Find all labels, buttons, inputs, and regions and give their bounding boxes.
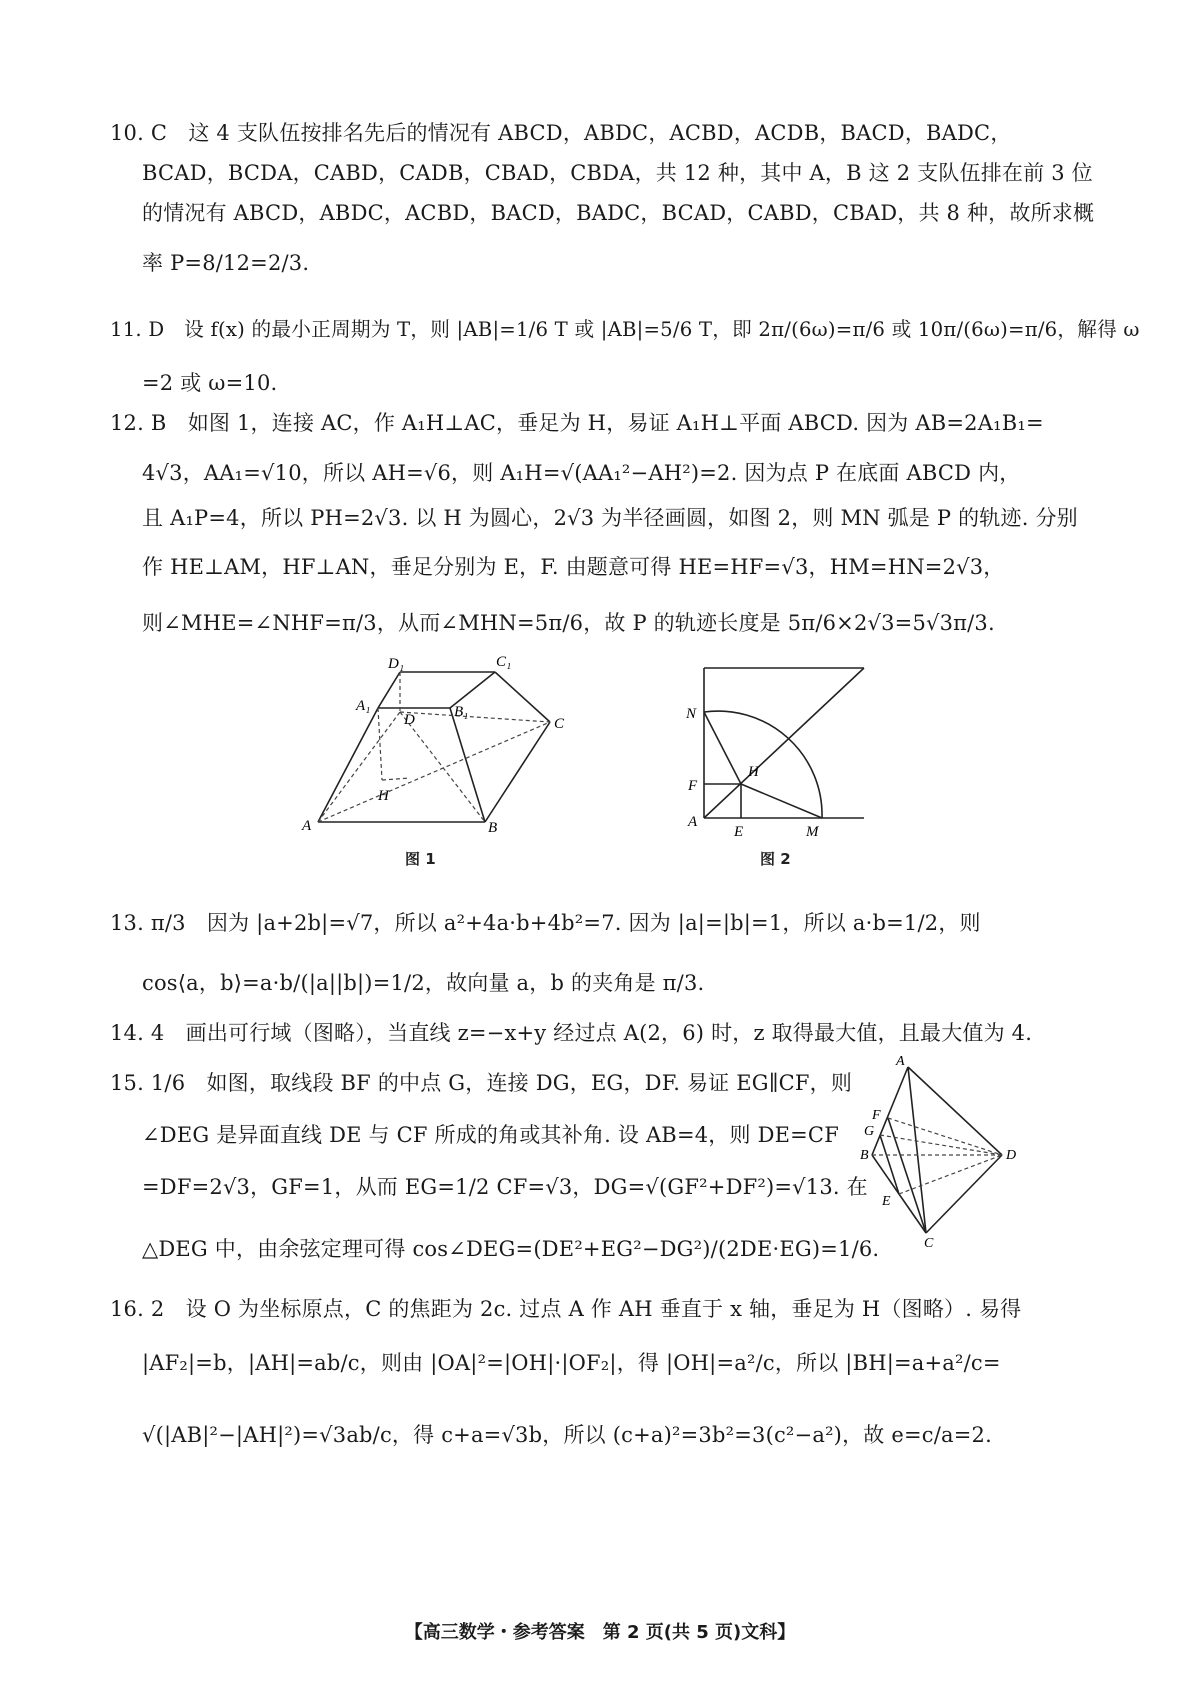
label-B: B bbox=[488, 820, 498, 836]
label-F: F bbox=[872, 1108, 881, 1123]
label-H: H bbox=[748, 764, 759, 780]
figure-1-frustum bbox=[300, 650, 600, 840]
text-line: ∠DEG 是异面直线 DE 与 CF 所成的角或其补角. 设 AB=4，则 DE=CF bbox=[142, 1123, 839, 1147]
label-M: M bbox=[806, 824, 819, 840]
text-line: △DEG 中，由余弦定理可得 cos∠DEG=(DE²+EG²−DG²)/(2DE·EG)=1/6. bbox=[142, 1237, 880, 1261]
text-line: 13. π/3 因为 |a+2b|=√7，所以 a²+4a·b+4b²=7. 因为 |a|=|b|=1，所以 a·b=1/2，则 bbox=[110, 911, 981, 935]
page-footer: 【高三数学・参考答案 第 2 页(共 5 页)文科】 bbox=[404, 1622, 796, 1643]
text-line: 率 P=8/12=2/3. bbox=[142, 251, 310, 275]
figure-3-tetrahedron bbox=[862, 1055, 1027, 1250]
label-B1: B₁ bbox=[454, 704, 469, 720]
label-B: B bbox=[860, 1148, 869, 1163]
figure-1-caption: 图 1 bbox=[405, 850, 436, 868]
label-E: E bbox=[734, 824, 744, 840]
label-G: G bbox=[864, 1124, 875, 1139]
text-line: √(|AB|²−|AH|²)=√3ab/c，得 c+a=√3b，所以 (c+a)²=3b²=3(c²−a²)，故 e=c/a=2. bbox=[142, 1423, 992, 1447]
label-A: A bbox=[896, 1054, 905, 1069]
text-line: 14. 4 画出可行域（图略），当直线 z=−x+y 经过点 A(2，6) 时，z 取得最大值，且最大值为 4. bbox=[110, 1021, 1033, 1045]
label-N: N bbox=[686, 706, 697, 722]
text-line: 16. 2 设 O 为坐标原点，C 的焦距为 2c. 过点 A 作 AH 垂直于 x 轴，垂足为 H（图略）. 易得 bbox=[110, 1297, 1022, 1321]
text-line: 10. C 这 4 支队伍按排名先后的情况有 ABCD，ABDC，ACBD，ACDB，BACD，BADC， bbox=[110, 121, 1012, 145]
text-line: =DF=2√3，GF=1，从而 EG=1/2 CF=√3，DG=√(GF²+DF²)=√13. 在 bbox=[142, 1175, 868, 1199]
label-E: E bbox=[882, 1194, 891, 1209]
text-line: 15. 1/6 如图，取线段 BF 的中点 G，连接 DG，EG，DF. 易证 EG∥CF，则 bbox=[110, 1071, 853, 1095]
text-line: 且 A₁P=4，所以 PH=2√3. 以 H 为圆心，2√3 为半径画圆，如图 2，则 MN 弧是 P 的轨迹. 分别 bbox=[142, 506, 1078, 530]
figure-2-caption: 图 2 bbox=[760, 850, 791, 868]
text-line: =2 或 ω=10. bbox=[142, 371, 278, 395]
text-line: 的情况有 ABCD，ABDC，ACBD，BACD，BADC，BCAD，CABD，CBAD，共 8 种，故所求概 bbox=[142, 201, 1095, 225]
label-C: C bbox=[924, 1236, 934, 1251]
label-D: D bbox=[404, 712, 415, 728]
text-line: 则∠MHE=∠NHF=π/3，从而∠MHN=5π/6，故 P 的轨迹长度是 5π/6×2√3=5√3π/3. bbox=[142, 611, 995, 635]
label-D: D bbox=[1006, 1148, 1017, 1163]
text-line: 12. B 如图 1，连接 AC，作 A₁H⊥AC，垂足为 H，易证 A₁H⊥平面 ABCD. 因为 AB=2A₁B₁= bbox=[110, 411, 1044, 435]
label-F: F bbox=[688, 778, 698, 794]
label-A: A bbox=[302, 818, 312, 834]
label-A1: A₁ bbox=[356, 698, 371, 714]
figure-2-circle-diagram bbox=[682, 660, 872, 840]
label-C: C bbox=[554, 716, 565, 732]
text-line: 11. D 设 f(x) 的最小正周期为 T，则 |AB|=1/6 T 或 |AB|=5/6 T，即 2π/(6ω)=π/6 或 10π/(6ω)=π/6，解得 ω bbox=[110, 318, 1140, 341]
text-line: 4√3，AA₁=√10，所以 AH=√6，则 A₁H=√(AA₁²−AH²)=2. 因为点 P 在底面 ABCD 内， bbox=[142, 461, 1021, 485]
text-line: |AF₂|=b，|AH|=ab/c，则由 |OA|²=|OH|·|OF₂|，得 |OH|=a²/c，所以 |BH|=a+a²/c= bbox=[142, 1351, 1001, 1375]
label-H: H bbox=[378, 788, 389, 804]
text-line: cos⟨a，b⟩=a·b/(|a||b|)=1/2，故向量 a，b 的夹角是 π/3. bbox=[142, 971, 705, 995]
text-line: 作 HE⊥AM，HF⊥AN，垂足分别为 E，F. 由题意可得 HE=HF=√3，HM=HN=2√3， bbox=[142, 555, 1005, 579]
label-D1: D₁ bbox=[388, 656, 405, 672]
text-line: BCAD，BCDA，CABD，CADB，CBAD，CBDA，共 12 种，其中 A，B 这 2 支队伍排在前 3 位 bbox=[142, 161, 1093, 185]
label-C1: C₁ bbox=[496, 654, 512, 670]
label-A: A bbox=[688, 814, 698, 830]
